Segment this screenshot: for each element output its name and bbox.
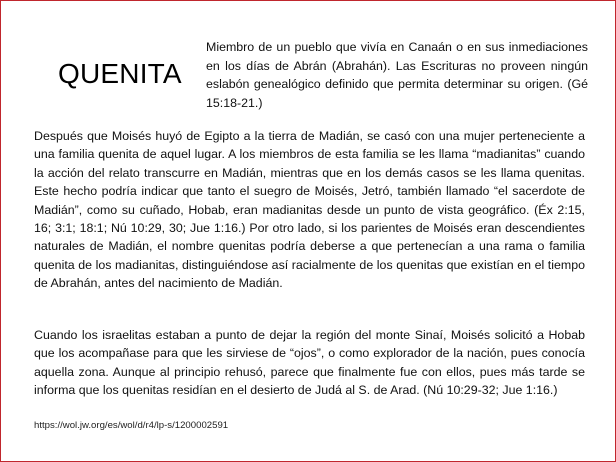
intro-definition: Miembro de un pueblo que vivía en Canaán o en sus inmediaciones en los días de Abrán (Abrahán). Las Escrituras no proveen ningún eslabón genealógico definido que permita determinar su origen. (Gé 15:18-21.) (206, 40, 588, 110)
body-paragraph-1: Después que Moisés huyó de Egipto a la tierra de Madián, se casó con una mujer perteneciente a una familia quenita de aquel lugar. A los miembros de esta familia se les llama “madianitas” cuando la acción del relato transcurre en Madián, mientras que en los demás casos se les llama quenitas. Este hecho podría indicar que tanto el suegro de Moisés, Jetró, también llamado “el sacerdote de Madián”, como su cuñado, Hobab, eran madianitas desde un punto de vista geográfico. (Éx 2:15, 16; 3:1; 18:1; Nú 10:29, 30; Jue 1:16.) Por otro lado, si los parientes de Moisés eran descendientes naturales de Madián, el nombre quenitas podría deberse a que pertenecían a una rama o familia quenita de los madianitas, distinguiéndose así racialmente de los quenitas que existían en el tiempo de Abrahán, antes del nacimiento de Madián. (34, 129, 585, 291)
page-title: QUENITA (58, 58, 182, 89)
source-url: https://wol.jw.org/es/wol/d/r4/lp-s/1200002591 (34, 420, 229, 431)
body-paragraph-2: Cuando los israelitas estaban a punto de dejar la región del monte Sinaí, Moisés solicitó a Hobab que los acompañase para que les sirviese de “ojos”, o como explorador de la nación, pues conocía aquella zona. Aunque al principio rehusó, parece que finalmente fue con ellos, pues más tarde se informa que los quenitas residían en el desierto de Judá al S. de Arad. (Nú 10:29-32; Jue 1:16.) (34, 328, 585, 398)
